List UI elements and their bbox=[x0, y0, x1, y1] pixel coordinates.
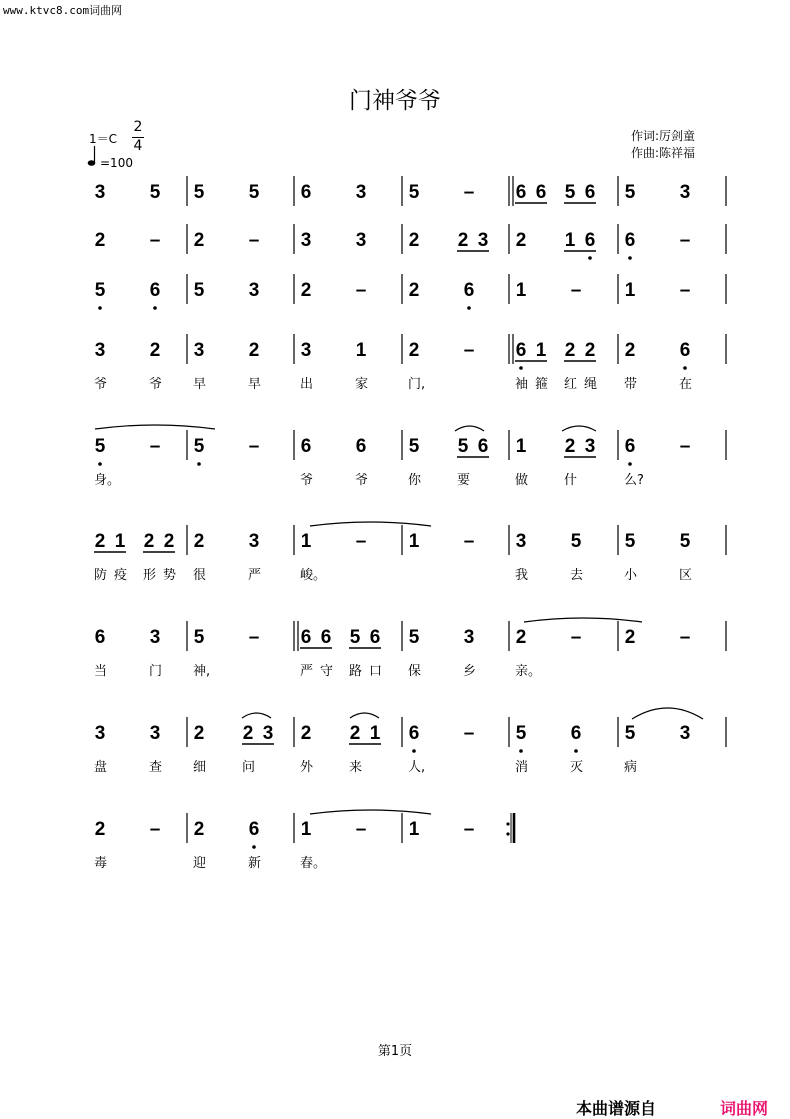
lyric-syllable: 防 bbox=[94, 568, 108, 583]
lyric-syllable: 出 bbox=[300, 377, 314, 392]
repeat-dot bbox=[506, 822, 509, 825]
dash: – bbox=[463, 819, 475, 840]
note: 5 bbox=[94, 280, 106, 301]
lyric-syllable: 疫 bbox=[114, 568, 128, 583]
site-url[interactable]: www.ktvc8.com词曲网 bbox=[3, 4, 123, 17]
note: 6 bbox=[515, 182, 527, 203]
note: 2 bbox=[94, 230, 106, 251]
time-signature-bottom: 4 bbox=[133, 138, 143, 154]
song-title: 门神爷爷 bbox=[349, 88, 441, 114]
note: 1 bbox=[535, 340, 547, 361]
lyric-syllable: 灭 bbox=[570, 760, 584, 775]
lyric-syllable: 我 bbox=[515, 568, 529, 583]
note: 3 bbox=[355, 182, 367, 203]
note: 3 bbox=[149, 627, 161, 648]
lyricist: 作词:厉剑童 bbox=[631, 129, 696, 143]
lyric-syllable: 爷 bbox=[149, 377, 163, 392]
lyric-syllable: 很 bbox=[193, 568, 207, 583]
lyric-syllable: 要 bbox=[457, 473, 471, 488]
note: 2 bbox=[242, 723, 254, 744]
note: 3 bbox=[355, 230, 367, 251]
dash: – bbox=[355, 280, 367, 301]
lyric-syllable: 口 bbox=[369, 664, 383, 679]
note: 2 bbox=[149, 340, 161, 361]
note: 1 bbox=[515, 280, 527, 301]
note: 6 bbox=[320, 627, 332, 648]
note: 2 bbox=[300, 280, 312, 301]
note: 5 bbox=[149, 182, 161, 203]
lyric-syllable: 问 bbox=[242, 760, 256, 775]
note: 2 bbox=[408, 280, 420, 301]
note: 3 bbox=[262, 723, 274, 744]
note: 5 bbox=[624, 182, 636, 203]
note: 2 bbox=[515, 627, 527, 648]
note: 2 bbox=[564, 436, 576, 457]
note: 2 bbox=[163, 531, 175, 552]
lyric-syllable: 势 bbox=[163, 568, 177, 583]
note: 6 bbox=[355, 436, 367, 457]
note: 6 bbox=[300, 436, 312, 457]
lyric-syllable: 春。 bbox=[300, 856, 327, 871]
note: 1 bbox=[624, 280, 636, 301]
lyric-syllable: 来 bbox=[349, 760, 363, 775]
note: 5 bbox=[570, 531, 582, 552]
note: 6 bbox=[463, 280, 475, 301]
low-octave-dot bbox=[628, 256, 632, 260]
lyric-syllable: 神, bbox=[193, 664, 211, 679]
lyric-syllable: 你 bbox=[408, 473, 422, 488]
note: 1 bbox=[369, 723, 381, 744]
dash: – bbox=[463, 723, 475, 744]
note: 2 bbox=[408, 230, 420, 251]
dash: – bbox=[149, 819, 161, 840]
note: 2 bbox=[624, 627, 636, 648]
low-octave-dot bbox=[574, 749, 578, 753]
note: 2 bbox=[300, 723, 312, 744]
dash: – bbox=[679, 280, 691, 301]
lyric-syllable: 峻。 bbox=[300, 568, 327, 583]
lyric-syllable: 查 bbox=[149, 760, 163, 775]
note: 1 bbox=[300, 819, 312, 840]
page-number: 第1页 bbox=[377, 1044, 413, 1059]
lyric-syllable: 红 bbox=[564, 377, 578, 392]
dash: – bbox=[679, 230, 691, 251]
lyric-syllable: 乡 bbox=[463, 664, 477, 679]
note: 1 bbox=[408, 819, 420, 840]
key-signature: 1＝C bbox=[89, 132, 118, 146]
lyric-syllable: 门, bbox=[408, 377, 426, 392]
note: 3 bbox=[193, 340, 205, 361]
note: 6 bbox=[477, 436, 489, 457]
low-octave-dot bbox=[628, 462, 632, 466]
note: 2 bbox=[349, 723, 361, 744]
note: 3 bbox=[463, 627, 475, 648]
note: 3 bbox=[300, 340, 312, 361]
dash: – bbox=[463, 340, 475, 361]
lyric-syllable: 袖 bbox=[515, 377, 529, 392]
note: 6 bbox=[624, 436, 636, 457]
lyric-syllable: 病 bbox=[624, 760, 638, 775]
note: 1 bbox=[114, 531, 126, 552]
low-octave-dot bbox=[98, 306, 102, 310]
lyric-syllable: 亲。 bbox=[515, 664, 542, 679]
dash: – bbox=[149, 436, 161, 457]
note: 6 bbox=[149, 280, 161, 301]
note: 1 bbox=[408, 531, 420, 552]
lyric-syllable: 什 bbox=[564, 473, 578, 488]
note: 6 bbox=[408, 723, 420, 744]
lyric-syllable: 毒 bbox=[94, 856, 108, 871]
note: 5 bbox=[408, 436, 420, 457]
note: 1 bbox=[300, 531, 312, 552]
note: 5 bbox=[349, 627, 361, 648]
tie-arc bbox=[350, 713, 379, 718]
tie-arc bbox=[310, 522, 431, 526]
dash: – bbox=[463, 182, 475, 203]
dash: – bbox=[463, 531, 475, 552]
dash: – bbox=[248, 230, 260, 251]
note: 5 bbox=[193, 627, 205, 648]
note: 5 bbox=[408, 182, 420, 203]
note: 1 bbox=[515, 436, 527, 457]
low-octave-dot bbox=[588, 256, 592, 260]
note: 2 bbox=[94, 819, 106, 840]
dash: – bbox=[149, 230, 161, 251]
note: 5 bbox=[248, 182, 260, 203]
note: 1 bbox=[355, 340, 367, 361]
note: 2 bbox=[515, 230, 527, 251]
note: 2 bbox=[624, 340, 636, 361]
lyric-syllable: 爷 bbox=[94, 377, 108, 392]
dash: – bbox=[355, 531, 367, 552]
note: 3 bbox=[515, 531, 527, 552]
low-octave-dot bbox=[519, 366, 523, 370]
note: 6 bbox=[570, 723, 582, 744]
dash: – bbox=[679, 627, 691, 648]
lyric-syllable: 爷 bbox=[355, 473, 369, 488]
tie-arc bbox=[455, 426, 484, 431]
source-label: 本曲谱源自 bbox=[576, 1099, 657, 1118]
note: 3 bbox=[477, 230, 489, 251]
note: 5 bbox=[515, 723, 527, 744]
tempo-marking: =100 bbox=[100, 156, 133, 170]
note: 2 bbox=[248, 340, 260, 361]
low-octave-dot bbox=[197, 462, 201, 466]
note: 2 bbox=[193, 230, 205, 251]
tie-arc bbox=[310, 810, 431, 814]
note: 5 bbox=[564, 182, 576, 203]
note: 5 bbox=[408, 627, 420, 648]
note: 3 bbox=[679, 182, 691, 203]
note: 6 bbox=[369, 627, 381, 648]
note: 3 bbox=[584, 436, 596, 457]
lyric-syllable: 迎 bbox=[193, 856, 207, 871]
note: 2 bbox=[564, 340, 576, 361]
brand-logo[interactable]: 词曲网 bbox=[720, 1099, 769, 1118]
dash: – bbox=[355, 819, 367, 840]
lyric-syllable: 人, bbox=[408, 760, 426, 775]
note: 6 bbox=[679, 340, 691, 361]
lyric-syllable: 区 bbox=[679, 568, 693, 583]
note: 5 bbox=[94, 436, 106, 457]
lyric-syllable: 盘 bbox=[94, 760, 108, 775]
note: 5 bbox=[679, 531, 691, 552]
note: 6 bbox=[535, 182, 547, 203]
lyric-syllable: 当 bbox=[94, 664, 108, 679]
note: 2 bbox=[193, 819, 205, 840]
lyric-syllable: 么? bbox=[624, 473, 644, 488]
lyric-syllable: 绳 bbox=[584, 377, 598, 392]
lyric-syllable: 细 bbox=[193, 760, 207, 775]
lyric-syllable: 消 bbox=[515, 760, 529, 775]
lyric-syllable: 箍 bbox=[535, 377, 549, 392]
note: 6 bbox=[584, 230, 596, 251]
note: 6 bbox=[300, 627, 312, 648]
dash: – bbox=[248, 436, 260, 457]
note: 3 bbox=[94, 340, 106, 361]
repeat-dot bbox=[506, 832, 509, 835]
note: 6 bbox=[248, 819, 260, 840]
note: 3 bbox=[248, 280, 260, 301]
low-octave-dot bbox=[467, 306, 471, 310]
lyric-syllable: 去 bbox=[570, 568, 584, 583]
note: 5 bbox=[193, 280, 205, 301]
tie-arc bbox=[562, 426, 596, 431]
note: 6 bbox=[300, 182, 312, 203]
lyric-syllable: 严 bbox=[300, 664, 314, 679]
lyric-syllable: 在 bbox=[679, 377, 693, 392]
lyric-syllable: 家 bbox=[355, 377, 369, 392]
note: 6 bbox=[624, 230, 636, 251]
lyric-syllable: 守 bbox=[320, 664, 334, 679]
dash: – bbox=[679, 436, 691, 457]
note: 3 bbox=[679, 723, 691, 744]
low-octave-dot bbox=[519, 749, 523, 753]
tie-arc bbox=[95, 425, 215, 429]
lyric-syllable: 严 bbox=[248, 568, 262, 583]
note: 2 bbox=[408, 340, 420, 361]
note: 2 bbox=[457, 230, 469, 251]
note: 5 bbox=[193, 436, 205, 457]
lyric-syllable: 早 bbox=[193, 377, 207, 392]
note: 6 bbox=[94, 627, 106, 648]
lyric-syllable: 门 bbox=[149, 664, 163, 679]
note: 6 bbox=[515, 340, 527, 361]
dash: – bbox=[248, 627, 260, 648]
note: 3 bbox=[300, 230, 312, 251]
lyric-syllable: 外 bbox=[300, 760, 314, 775]
dash: – bbox=[570, 280, 582, 301]
lyric-syllable: 新 bbox=[248, 856, 262, 871]
note: 3 bbox=[149, 723, 161, 744]
note: 5 bbox=[624, 531, 636, 552]
lyric-syllable: 爷 bbox=[300, 473, 314, 488]
tie-arc bbox=[242, 713, 271, 718]
lyric-syllable: 早 bbox=[248, 377, 262, 392]
note: 3 bbox=[94, 182, 106, 203]
low-octave-dot bbox=[252, 845, 256, 849]
note: 3 bbox=[94, 723, 106, 744]
note: 5 bbox=[624, 723, 636, 744]
note: 2 bbox=[584, 340, 596, 361]
note: 5 bbox=[193, 182, 205, 203]
note: 5 bbox=[457, 436, 469, 457]
tie-arc bbox=[524, 618, 642, 622]
tie-arc bbox=[632, 708, 703, 719]
note: 2 bbox=[193, 531, 205, 552]
lyric-syllable: 做 bbox=[515, 473, 529, 488]
lyric-syllable: 带 bbox=[624, 377, 638, 392]
note: 6 bbox=[584, 182, 596, 203]
note: 3 bbox=[248, 531, 260, 552]
note: 2 bbox=[143, 531, 155, 552]
lyric-syllable: 身。 bbox=[94, 473, 121, 488]
composer: 作曲:陈祥福 bbox=[631, 146, 696, 160]
lyric-syllable: 保 bbox=[408, 664, 422, 679]
note: 2 bbox=[94, 531, 106, 552]
lyric-syllable: 路 bbox=[349, 664, 363, 679]
lyric-syllable: 小 bbox=[624, 568, 638, 583]
low-octave-dot bbox=[412, 749, 416, 753]
dash: – bbox=[570, 627, 582, 648]
low-octave-dot bbox=[683, 366, 687, 370]
lyric-syllable: 形 bbox=[143, 568, 157, 583]
note: 1 bbox=[564, 230, 576, 251]
low-octave-dot bbox=[98, 462, 102, 466]
low-octave-dot bbox=[153, 306, 157, 310]
time-signature-top: 2 bbox=[133, 119, 143, 135]
note: 2 bbox=[193, 723, 205, 744]
